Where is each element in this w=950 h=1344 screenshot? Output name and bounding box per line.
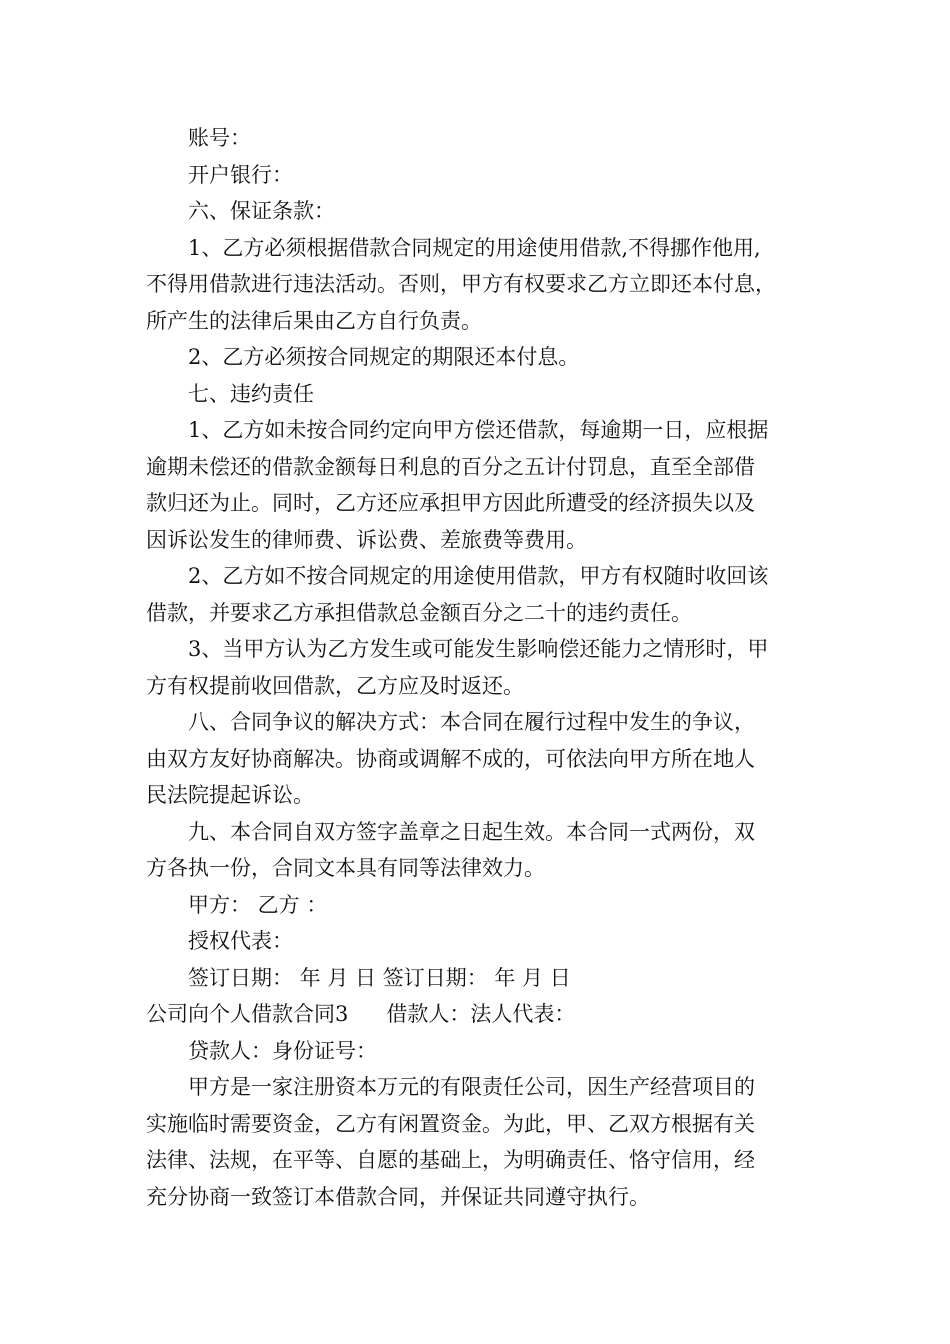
section-6-clause-1-line-2: 不得用借款进行违法活动。否则，甲方有权要求乙方立即还本付息， [146, 272, 776, 296]
intro-line-1: 甲方是一家注册资本万元的有限责任公司，因生产经营项目的 [188, 1075, 755, 1099]
section-7-clause-1-line-3: 款归还为止。同时，乙方还应承担甲方因此所遭受的经济损失以及 [146, 491, 755, 515]
section-8-line-2: 由双方友好协商解决。协商或调解不成的，可依法向甲方所在地人 [146, 746, 755, 771]
section-7-clause-2-line-2: 借款，并要求乙方承担借款总金额百分之二十的违约责任。 [146, 600, 692, 625]
section-7-clause-3-line-2: 方有权提前收回借款，乙方应及时返还。 [146, 673, 524, 698]
document-page [146, 120, 826, 1215]
section-8-line-3: 民法院提起诉讼。 [146, 783, 314, 807]
sign-dates-line: 签订日期： 年 月 日 签订日期： 年 月 日 [188, 965, 571, 990]
intro-line-3: 法律、法规，在平等、自愿的基础上，为明确责任、恪守信用，经 [146, 1148, 755, 1172]
section-7-heading: 七、违约责任 [188, 381, 314, 406]
intro-line-2: 实施临时需要资金，乙方有闲置资金。为此，甲、乙双方根据有关 [146, 1111, 755, 1136]
section-7-clause-2-line-1: 2、乙方如不按合同规定的用途使用借款，甲方有权随时收回该 [188, 564, 769, 588]
section-8-line-1: 八、合同争议的解决方式：本合同在履行过程中发生的争议， [188, 710, 755, 734]
section-7-clause-3-line-1: 3、当甲方认为乙方发生或可能发生影响偿还能力之情形时，甲 [188, 637, 769, 661]
borrower-line: 借款人：法人代表： [386, 1002, 576, 1026]
lender-line: 贷款人：身份证号： [188, 1038, 377, 1063]
parties-line: 甲方： 乙方 ： [188, 892, 328, 917]
section-7-clause-1-line-2: 逾期未偿还的借款金额每日利息的百分之五计付罚息，直至全部借 [146, 454, 755, 479]
section-9-line-2: 方各执一份，合同文本具有同等法律效力。 [146, 856, 545, 880]
section-7-clause-1-line-1: 1、乙方如未按合同约定向甲方偿还借款，每逾期一日，应根据 [188, 418, 769, 442]
section-6-clause-2: 2、乙方必须按合同规定的期限还本付息。 [188, 345, 580, 369]
section-6-heading: 六、保证条款： [188, 199, 335, 223]
contract-3-title: 公司向个人借款合同3 [146, 1002, 349, 1026]
section-7-clause-1-line-4: 因诉讼发生的律师费、诉讼费、差旅费等费用。 [146, 527, 587, 552]
contract-3-title-line [146, 996, 826, 1033]
account-line: 账号： [188, 126, 251, 150]
intro-line-4: 充分协商一致签订本借款合同，并保证共同遵守执行。 [146, 1184, 650, 1209]
section-6-clause-1-line-3: 所产生的法律后果由乙方自行负责。 [146, 308, 482, 333]
bank-line: 开户银行： [188, 162, 293, 187]
authorized-rep-line: 授权代表： [188, 929, 293, 953]
section-6-clause-1-line-1: 1、乙方必须根据借款合同规定的用途使用借款,不得挪作他用, [188, 235, 761, 260]
section-9-line-1: 九、本合同自双方签字盖章之日起生效。本合同一式两份，双 [188, 819, 755, 844]
